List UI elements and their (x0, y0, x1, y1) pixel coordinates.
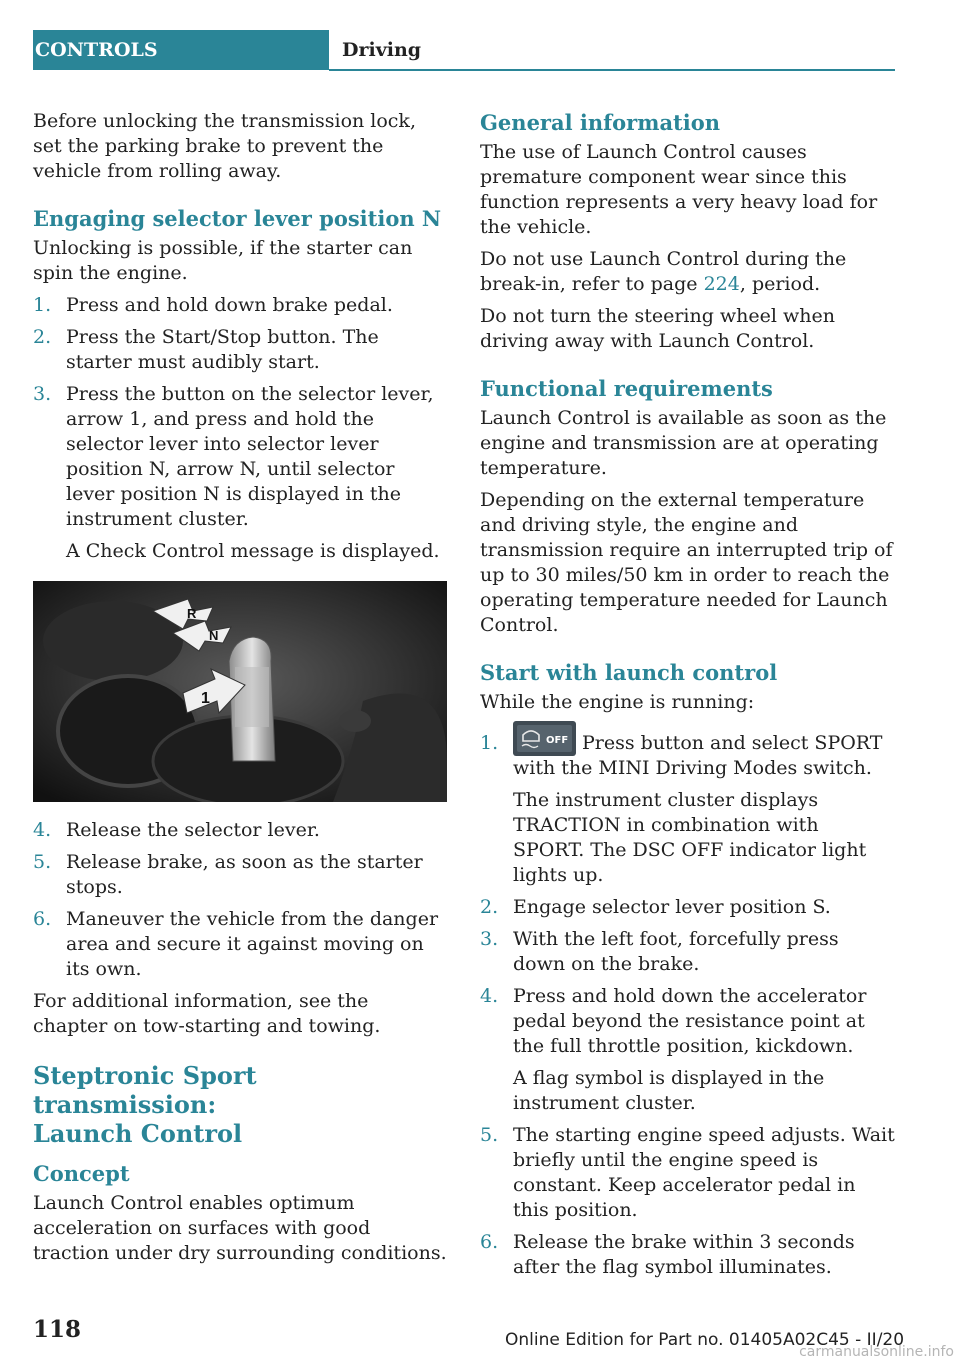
list-item (480, 895, 895, 920)
step-text: The starting engine speed adjusts. Wait briefly until the engine speed is constant. Keep accelerator pedal in this position. (513, 1124, 895, 1221)
dsc-off-button-icon (513, 721, 576, 756)
arrow-r-label: R (187, 606, 197, 621)
list-item (33, 818, 447, 843)
step-text: Maneuver the vehicle from the danger area and secure it against moving on its own. (66, 908, 439, 980)
header-chapter-title: Driving (342, 39, 422, 61)
concept-paragraph: Launch Control enables optimum acceleration on surfaces with good traction under dry surrounding conditions. (33, 1192, 447, 1264)
list-item (480, 731, 895, 888)
step-text: Release the brake within 3 seconds after the flag symbol illuminates. (513, 1231, 855, 1278)
arrow-1-label: 1 (201, 690, 210, 707)
step-subtext: A Check Control message is displayed. (66, 540, 440, 562)
heading-engaging-n: Engaging selector lever position N (33, 206, 442, 231)
step-subtext: The instrument cluster displays TRACTION in combination with SPORT. The DSC OFF indicator light lights up. (513, 789, 867, 886)
right-column (480, 109, 895, 1287)
arrow-n-label: N (209, 628, 219, 643)
list-item (33, 293, 447, 318)
list-item (33, 325, 447, 375)
general-paragraph-1: The use of Launch Control causes premature component wear since this function represents a very heavy load for the vehicle. (480, 141, 878, 238)
general-2-text-post: , period. (739, 273, 821, 295)
heading-start-launch-control: Start with launch control (480, 660, 778, 685)
list-item (33, 382, 447, 564)
step-number: 4. (480, 985, 499, 1007)
list-item (480, 927, 895, 977)
list-item (480, 1230, 895, 1280)
page-number: 118 (33, 1316, 82, 1343)
start-intro-paragraph: While the engine is running: (480, 691, 755, 713)
heading-concept: Concept (33, 1161, 130, 1186)
left-column (33, 109, 447, 1273)
step-number: 2. (33, 326, 52, 348)
intro-paragraph: Before unlocking the transmission lock, set the parking brake to prevent the vehicle from rolling away. (33, 110, 416, 182)
site-watermark: carmanualsonline.info (799, 1344, 954, 1360)
lever-panel (235, 667, 269, 727)
requirements-paragraph-1: Launch Control is available as soon as the engine and transmission are at operating temperature. (480, 407, 887, 479)
general-paragraph-3: Do not turn the steering wheel when driving away with Launch Control. (480, 305, 836, 352)
dsc-off-label: OFF (546, 734, 569, 746)
round-button-shape (339, 710, 371, 732)
heading-general-information: General information (480, 110, 721, 135)
step-text: Engage selector lever position S. (513, 896, 831, 918)
additional-info-paragraph: For additional information, see the chapter on tow-starting and towing. (33, 990, 381, 1037)
step-number: 5. (480, 1124, 499, 1146)
general-2-text-pre: Do not use Launch Control during the break-in, refer to page (480, 248, 847, 295)
steps-list-b (33, 818, 447, 982)
list-item (33, 850, 447, 900)
step-text: Press the Start/Stop button. The starter must audibly start. (66, 326, 379, 373)
launch-steps-list (480, 731, 895, 1280)
step-text: Press and hold down the accelerator pedal beyond the resistance point at the full throttle position, kickdown. (513, 985, 867, 1057)
header-section-label: CONTROLS (33, 30, 329, 70)
step-subtext: A flag symbol is displayed in the instrument cluster. (513, 1067, 825, 1114)
step-number: 3. (480, 928, 499, 950)
step-number: 1. (33, 294, 52, 316)
step-text: Release the selector lever. (66, 819, 320, 841)
step-number: 6. (33, 908, 52, 930)
step-number: 4. (33, 819, 52, 841)
page-reference-link[interactable]: 224 (703, 273, 740, 295)
heading-launch-line-1: Steptronic Sport transmission: (33, 1061, 257, 1119)
general-paragraph-2 (480, 247, 895, 297)
unlock-paragraph: Unlocking is possible, if the starter can spin the engine. (33, 237, 413, 284)
step-text: Release brake, as soon as the starter stops. (66, 851, 423, 898)
heading-launch-control (33, 1061, 447, 1148)
selector-lever-photo (33, 581, 447, 802)
steps-list-a (33, 293, 447, 564)
list-item (33, 907, 447, 982)
heading-functional-requirements: Functional requirements (480, 376, 773, 401)
header-rule (329, 69, 895, 71)
step-number: 3. (33, 383, 52, 405)
step-text: Press and hold down brake pedal. (66, 294, 393, 316)
step-number: 5. (33, 851, 52, 873)
list-item (480, 1123, 895, 1223)
step-number: 1. (480, 732, 499, 754)
step-number: 6. (480, 1231, 499, 1253)
heading-launch-line-2: Launch Control (33, 1119, 243, 1148)
step-text: Press the button on the selector lever, arrow 1, and press and hold the selector lever into selector lever position N, arrow N, until selector lever position N is displayed in the instrument cluster. (66, 383, 434, 530)
requirements-paragraph-2: Depending on the external temperature and driving style, the engine and transmission require an interrupted trip of up to 30 miles/50 km in order to reach the operating temperature needed for Launch Control. (480, 489, 893, 636)
list-item (480, 984, 895, 1116)
step-text: With the left foot, forcefully press down on the brake. (513, 928, 839, 975)
step-number: 2. (480, 896, 499, 918)
step-text: Press button and select SPORT with the MINI Driving Modes switch. (513, 732, 883, 779)
edition-footer: Online Edition for Part no. 01405A02C45 - II/20 (505, 1330, 905, 1350)
